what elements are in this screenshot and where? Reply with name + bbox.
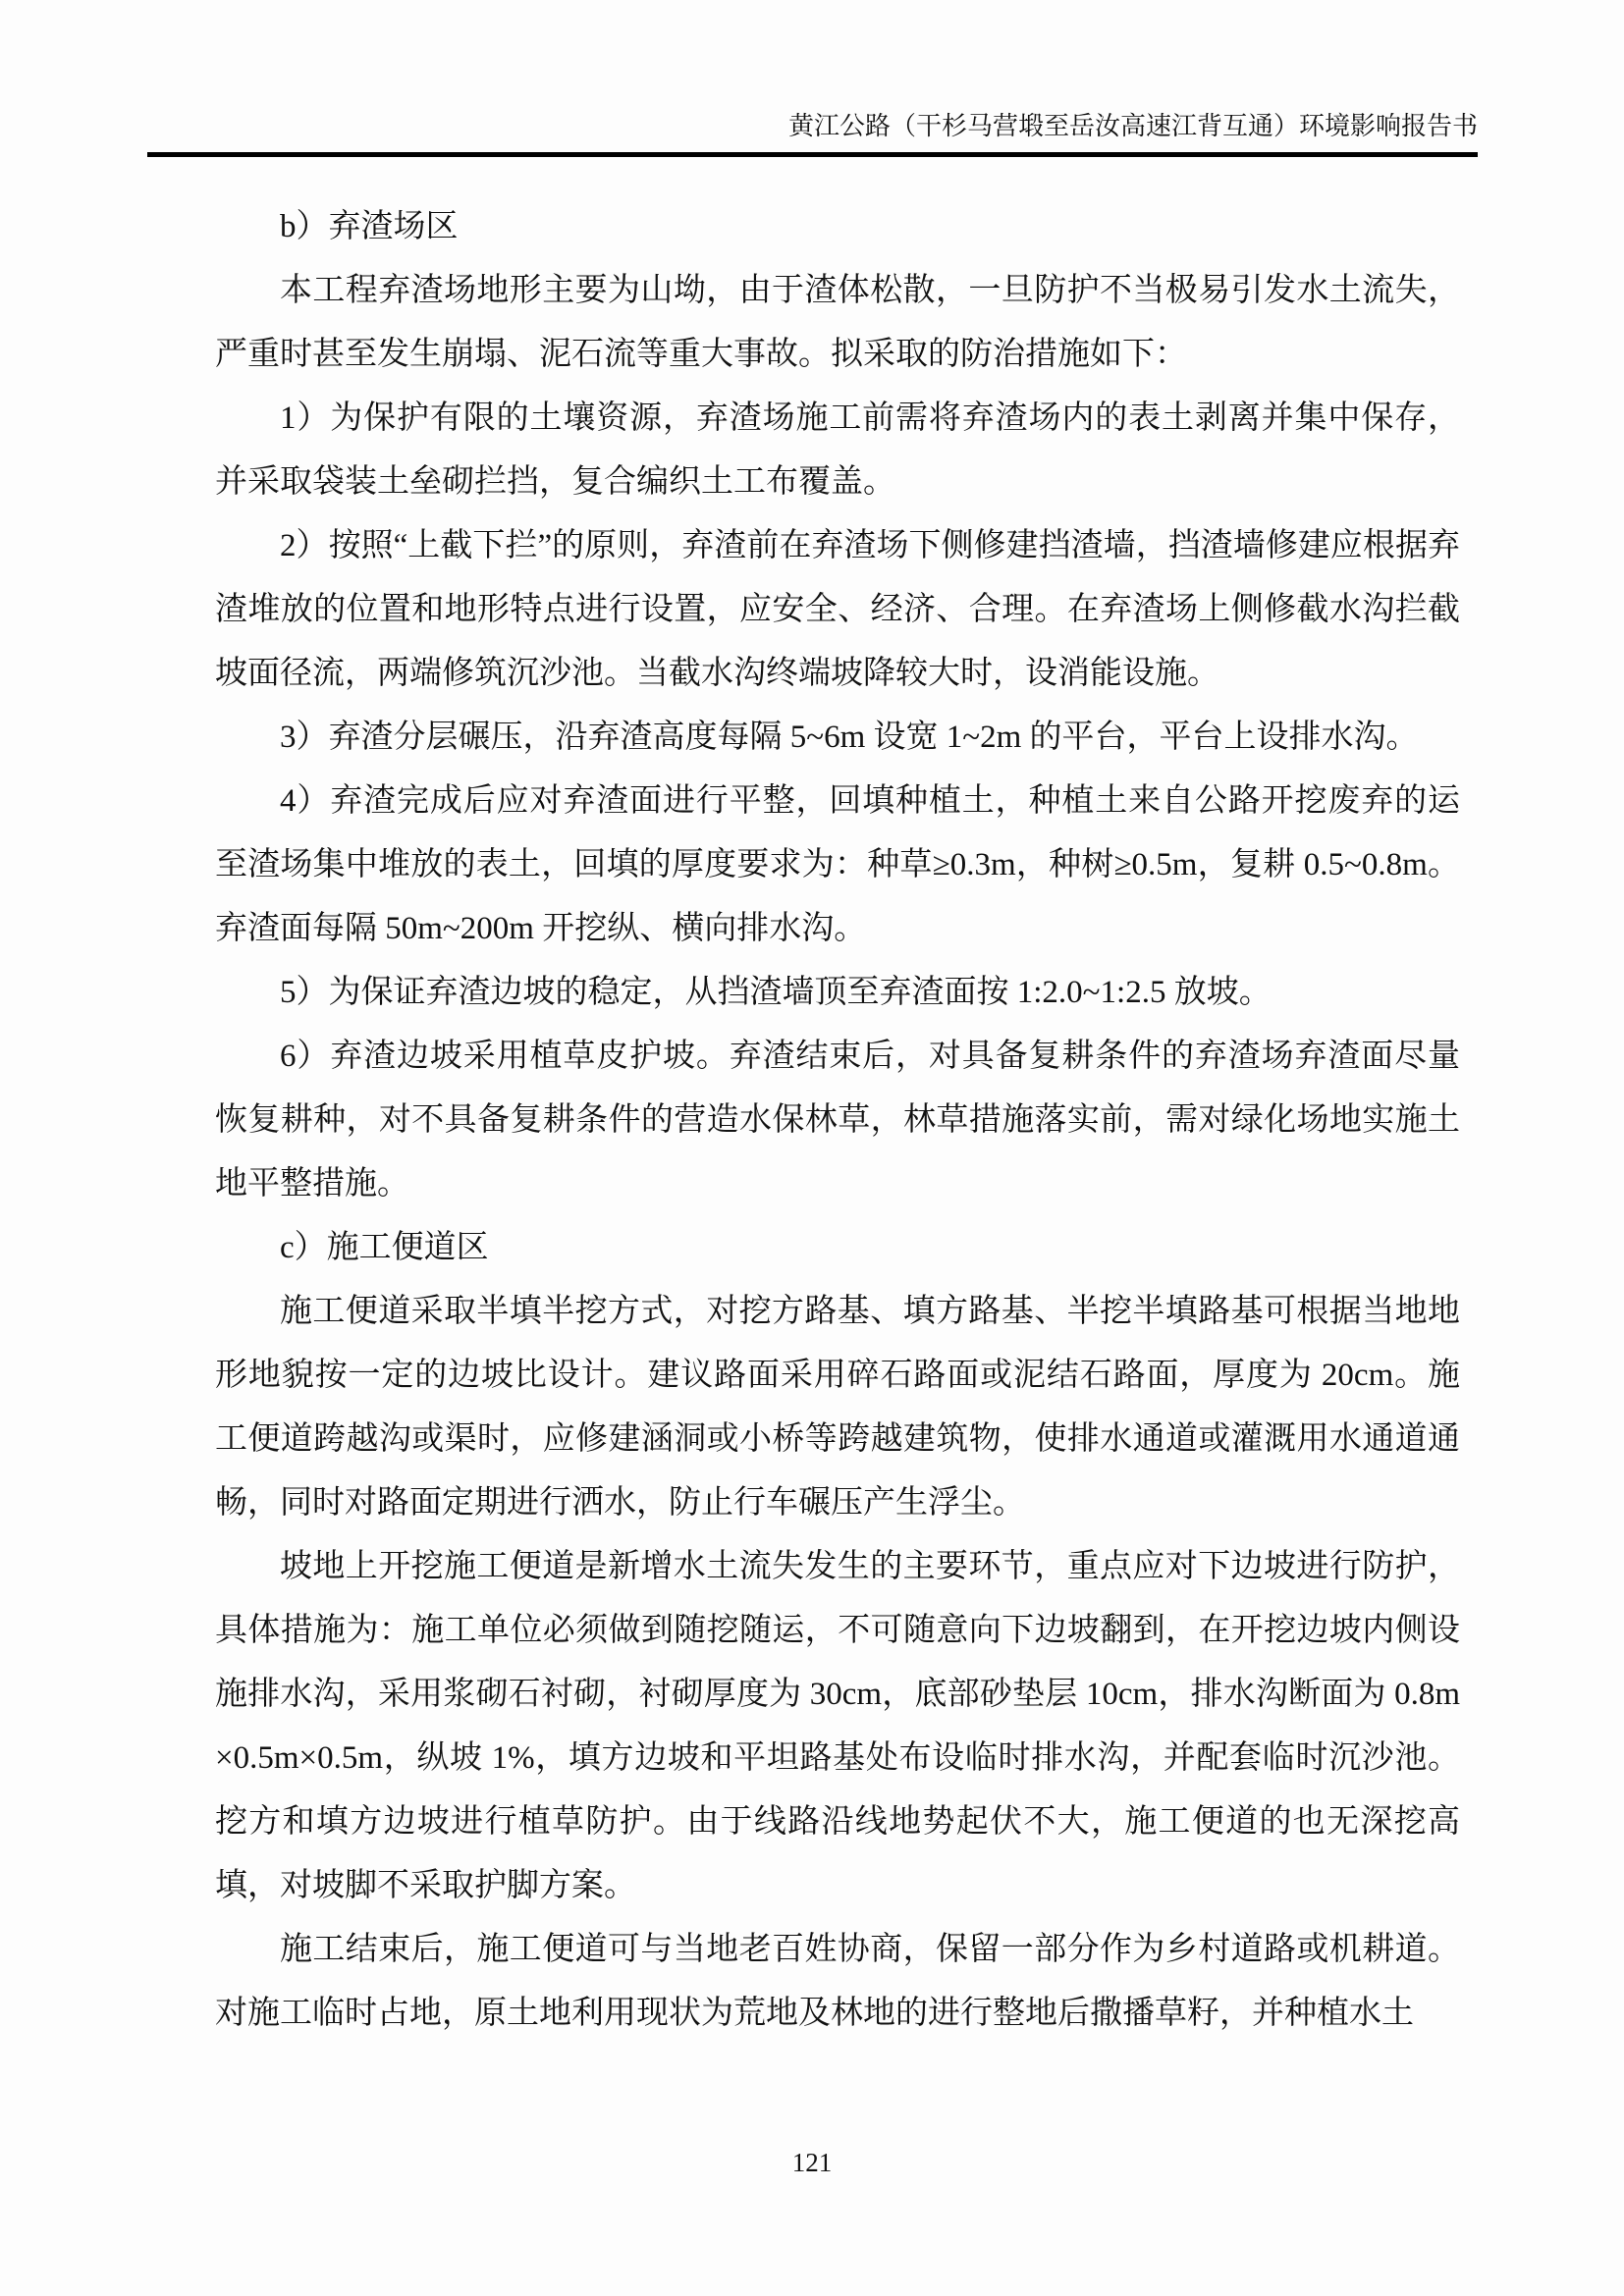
list-item-1: 1）为保护有限的土壤资源，弃渣场施工前需将弃渣场内的表土剥离并集中保存，并采取袋装土垒砌拦挡，复合编织土工布覆盖。 [215, 400, 1460, 500]
paragraph: 施工便道采取半填半挖方式，对挖方路基、填方路基、半挖半填路基可根据当地地形地貌按一定的边坡比设计。建议路面采用碎石路面或泥结石路面，厚度为 20cm。施工便道跨越沟或渠时，应修建涵洞或小桥等跨越建筑物，使排水通道或灌溉用水通道通畅，同时对路面定期进行洒水，防止行车碾压产生浮尘。 [215, 1294, 1460, 1521]
page-footer [0, 2148, 1624, 2177]
document-body [215, 195, 1460, 2046]
list-item-5: 5）为保证弃渣边坡的稳定，从挡渣墙顶至弃渣面按 1:2.0~1:2.5 放坡。 [280, 975, 1272, 1010]
paragraph: 本工程弃渣场地形主要为山坳，由于渣体松散，一旦防护不当极易引发水土流失，严重时甚至发生崩塌、泥石流等重大事故。拟采取的防治措施如下： [215, 273, 1460, 372]
page-number: 121 [791, 2148, 833, 2177]
list-item-3: 3）弃渣分层碾压，沿弃渣高度每隔 5~6m 设宽 1~2m 的平台，平台上设排水沟。 [280, 720, 1419, 755]
page-header [147, 110, 1478, 157]
list-item-6: 6）弃渣边坡采用植草皮护坡。弃渣结束后，对具备复耕条件的弃渣场弃渣面尽量恢复耕种，对不具备复耕条件的营造水保林草，林草措施落实前，需对绿化场地实施土地平整措施。 [215, 1039, 1460, 1201]
paragraph: 施工结束后，施工便道可与当地老百姓协商，保留一部分作为乡村道路或机耕道。对施工临时占地，原土地利用现状为荒地及林地的进行整地后撒播草籽，并种植水土 [215, 1932, 1460, 2031]
paragraph: 坡地上开挖施工便道是新增水土流失发生的主要环节，重点应对下边坡进行防护，具体措施为：施工单位必须做到随挖随运，不可随意向下边坡翻到，在开挖边坡内侧设施排水沟，采用浆砌石衬砌，衬砌厚度为 30cm，底部砂垫层 10cm，排水沟断面为 0.8m×0.5m×0.5m，纵坡 1%，填方边坡和平坦路基处布设临时排水沟，并配套临时沉沙池。挖方和填方边坡进行植草防护。由于线路沿线地势起伏不大，施工便道的也无深挖高填，对坡脚不采取护脚方案。 [215, 1549, 1460, 1903]
header-title: 黄江公路（干杉马营塅至岳汝高速江背互通）环境影响报告书 [787, 112, 1478, 140]
list-item-2: 2）按照“上截下拦”的原则，弃渣前在弃渣场下侧修建挡渣墙，挡渣墙修建应根据弃渣堆放的位置和地形特点进行设置，应安全、经济、合理。在弃渣场上侧修截水沟拦截坡面径流，两端修筑沉沙池。当截水沟终端坡降较大时，设消能设施。 [215, 528, 1460, 691]
list-item-4: 4）弃渣完成后应对弃渣面进行平整，回填种植土，种植土来自公路开挖废弃的运至渣场集中堆放的表土，回填的厚度要求为：种草≥0.3m，种树≥0.5m，复耕 0.5~0.8m。弃渣面每隔 50m~200m 开挖纵、横向排水沟。 [215, 783, 1460, 946]
section-heading-b: b）弃渣场区 [280, 209, 459, 244]
section-heading-c: c）施工便道区 [280, 1230, 489, 1265]
